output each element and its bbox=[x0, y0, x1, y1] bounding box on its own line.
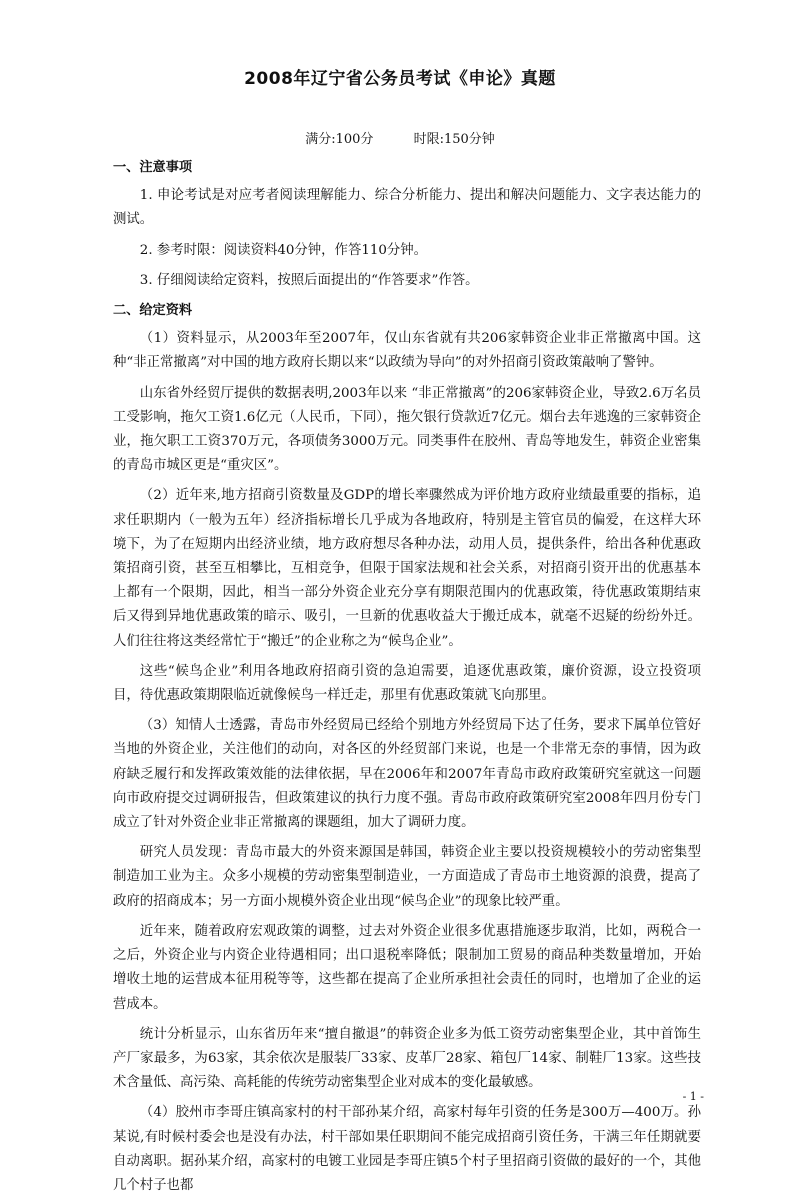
note-item: 1. 申论考试是对应考者阅读理解能力、综合分析能力、提出和解决问题能力、文字表达能力的测试。 bbox=[113, 188, 701, 228]
note-item: 3. 仔细阅读给定资料，按照后面提出的“作答要求”作答。 bbox=[139, 272, 479, 288]
full-score: 满分:100分 bbox=[305, 132, 374, 147]
material-paragraph: 统计分析显示，山东省历年来“擅自撤退”的韩资企业多为低工资劳动密集型企业，其中首饰生产厂家最多，为63家，其余依次是服装厂33家、皮革厂28家、箱包厂14家、制鞋厂13家。这些技术含量低、高污染、高耗能的传统劳动密集型企业对成本的变化最敏感。 bbox=[113, 1026, 701, 1091]
page-number: - 1 - bbox=[682, 1090, 704, 1103]
material-paragraph: （3）知情人士透露，青岛市外经贸局已经给个别地方外经贸局下达了任务，要求下属单位管好当地的外资企业，关注他们的动向，对各区的外经贸部门来说，也是一个非常无奈的事情，因为政府缺乏履行和发挥政策效能的法律依据，早在2006年和2007年青岛市政府政策研究室就这一问题向市政府提交过调研报告，但政策建议的执行力度不强。青岛市政府政策研究室2008年四月份专门成立了针对外资企业非正常撤离的课题组，加大了调研力度。 bbox=[113, 718, 701, 831]
notes-heading: 一、注意事项 bbox=[113, 160, 193, 175]
material-paragraph: 这些“候鸟企业”利用各地政府招商引资的急迫需要，追逐优惠政策，廉价资源，设立投资项目，待优惠政策期限临近就像候鸟一样迁走，那里有优惠政策就飞向那里。 bbox=[113, 663, 701, 704]
document-body bbox=[113, 156, 701, 1204]
material-paragraph: 研究人员发现：青岛市最大的外资来源国是韩国，韩资企业主要以投资规模较小的劳动密集型制造加工业为主。众多小规模的劳动密集型制造业，一方面造成了青岛市土地资源的浪费，提高了政府的招商成本；另一方面小规模外资企业出现“候鸟企业”的现象比较严重。 bbox=[113, 845, 701, 909]
material-paragraph: 山东省外经贸厅提供的数据表明,2003年以来 “非正常撤离”的206家韩资企业，导致2.6万名员工受影响，拖欠工资1.6亿元（人民币，下同），拖欠银行贷款近7亿元。烟台去年逃逸的三家韩资企业，拖欠职工工资370万元，各项债务3000万元。同类事件在胶州、青岛等地发生，韩资企业密集的青岛市城区更是“重灾区”。 bbox=[113, 385, 701, 474]
material-paragraph: 近年来，随着政府宏观政策的调整，过去对外资企业很多优惠措施逐步取消，比如，两税合一之后，外资企业与内资企业待遇相同；出口退税率降低；限制加工贸易的商品种类数量增加，开始增收土地的运营成本征用税等等，这些都在提高了企业所承担社会责任的同时，也增加了企业的运营成本。 bbox=[113, 923, 701, 1012]
page-title: 2008年辽宁省公务员考试《申论》真题 bbox=[244, 69, 556, 89]
exam-meta bbox=[0, 128, 800, 147]
material-paragraph: （2）近年来,地方招商引资数量及GDP的增长率骤然成为评价地方政府业绩最重要的指标，追求任职期内（一般为五年）经济指标增长几乎成为各地政府，特别是主管官员的偏爱，在这样大环境下，为了在短期内出经济业绩，地方政府想尽各种办法，动用人员，提供条件，给出各种优惠政策招商引资，甚至互相攀比，互相竞争，但限于国家法规和社会关系，对招商引资开出的优惠基本上都有一个限期，因此，相当一部分外资企业充分享有期限范围内的优惠政策，待优惠政策期结束后又得到异地优惠政策的暗示、吸引，一旦新的优惠收益大于搬迁成本，就毫不迟疑的纷纷外迁。人们往往将这类经常忙于“搬迁”的企业称之为“候鸟企业”。 bbox=[113, 488, 701, 649]
materials-heading: 二、给定资料 bbox=[113, 303, 193, 319]
time-limit: 时限:150分钟 bbox=[413, 132, 495, 147]
material-paragraph: （4）胶州市李哥庄镇高家村的村干部孙某介绍，高家村每年引资的任务是300万—400万。孙某说,有时候村委会也是没有办法，村干部如果任职期间不能完成招商引资任务，干满三年任期就要自动离职。据孙某介绍，高家村的电镀工业园是李哥庄镇5个村子里招商引资做的最好的一个，其他几个村子也都 bbox=[113, 1105, 701, 1193]
material-paragraph: （1）资料显示，从2003年至2007年，仅山东省就有共206家韩资企业非正常撤离中国。这种“非正常撤离”对中国的地方政府长期以来“以政绩为导向”的对外招商引资政策敲响了警钟。 bbox=[113, 331, 701, 371]
note-item: 2. 参考时限：阅读资料40分钟，作答110分钟。 bbox=[139, 242, 428, 258]
